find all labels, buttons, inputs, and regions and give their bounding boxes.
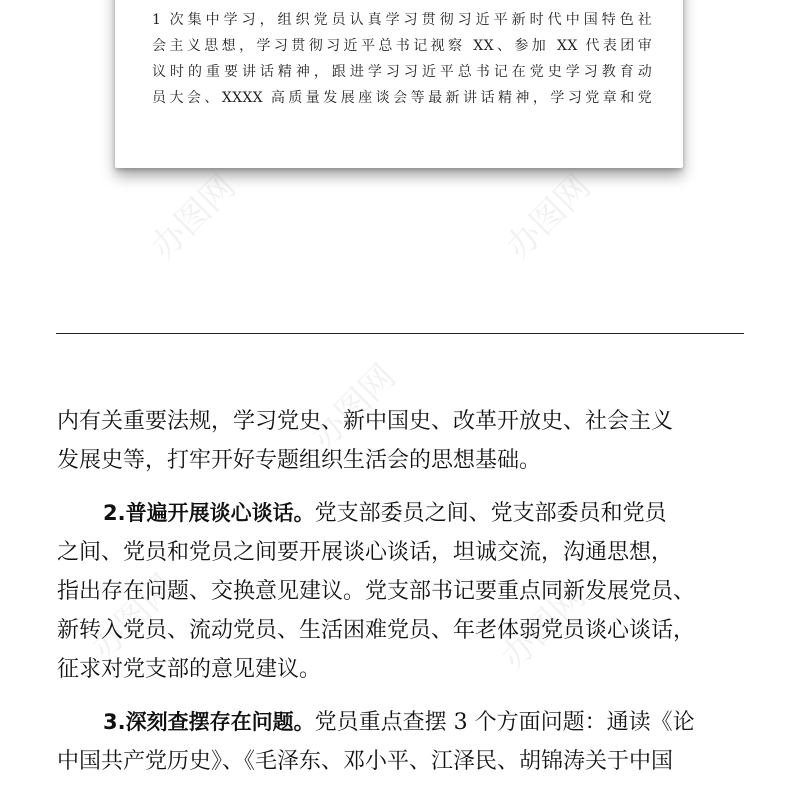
doc-line: 内有关重要法规，学习党史、新中国史、改革开放史、社会主义 xyxy=(57,409,674,434)
document-body xyxy=(57,402,747,781)
doc-line: 指出存在问题、交换意见建议。党支部书记要重点同新发展党员、 xyxy=(57,579,696,604)
excerpt-card-text xyxy=(152,7,652,111)
card-line: 1 次集中学习，组织党员认真学习贯彻习近平新时代中国特色社 xyxy=(152,12,652,28)
watermark: 办图网 xyxy=(493,576,594,678)
card-line: 议时的重要讲话精神，跟进学习习近平总书记在党史学习教育动 xyxy=(152,64,652,80)
watermark: 办图网 xyxy=(83,566,184,668)
doc-text: 党员重点查摆 3 个方面问题：通读《论 xyxy=(314,710,695,735)
doc-line xyxy=(57,494,747,533)
page-divider xyxy=(56,333,744,334)
doc-text: 党支部委员之间、党支部委员和党员 xyxy=(314,501,667,526)
doc-line xyxy=(57,703,747,742)
watermark: 办图网 xyxy=(143,166,244,268)
doc-line: 之间、党员和党员之间要开展谈心谈话，坦诚交流，沟通思想， xyxy=(57,540,674,565)
doc-line: 中国共产党历史》、《毛泽东、邓小平、江泽民、胡锦涛关于中国 xyxy=(57,749,674,774)
card-line: 会主义思想，学习贯彻习近平总书记视察 XX、参加 XX 代表团审 xyxy=(152,38,652,54)
watermark: 办图网 xyxy=(498,166,599,268)
card-line: 员大会、XXXX 高质量发展座谈会等最新讲话精神，学习党章和党 xyxy=(152,90,652,106)
section-heading: 2.普遍开展谈心谈话。 xyxy=(103,501,315,525)
watermark: 办图网 xyxy=(303,356,404,458)
doc-line: 新转入党员、流动党员、生活困难党员、年老体弱党员谈心谈话， xyxy=(57,618,696,643)
doc-line: 征求对党支部的意见建议。 xyxy=(57,657,322,682)
doc-line: 发展史等，打牢开好专题组织生活会的思想基础。 xyxy=(57,448,542,473)
section-heading: 3.深刻查摆存在问题。 xyxy=(103,710,315,734)
